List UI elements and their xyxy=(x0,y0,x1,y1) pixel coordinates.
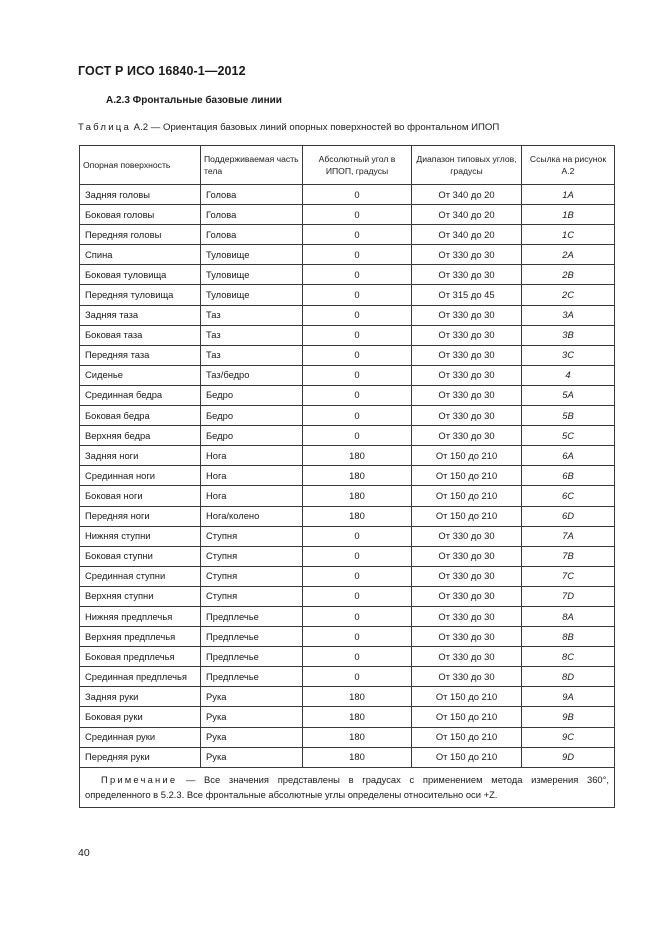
cell-figure-ref: 8A xyxy=(522,606,615,626)
cell-support-surface: Задняя таза xyxy=(80,305,201,325)
cell-support-surface: Боковая предплечья xyxy=(80,647,201,667)
orientation-table xyxy=(79,145,615,808)
table-row xyxy=(80,265,615,285)
cell-support-surface: Срединная ноги xyxy=(80,466,201,486)
cell-figure-ref: 7C xyxy=(522,566,615,586)
cell-body-part: Таз/бедро xyxy=(201,365,303,385)
table-row xyxy=(80,345,615,365)
table-row xyxy=(80,606,615,626)
table-header-row xyxy=(80,146,615,185)
cell-support-surface: Верхняя предплечья xyxy=(80,627,201,647)
header-absolute-angle: Абсолютный угол в ИПОП, градусы xyxy=(303,146,412,185)
cell-figure-ref: 7A xyxy=(522,526,615,546)
cell-body-part: Голова xyxy=(201,185,303,205)
table-row xyxy=(80,546,615,566)
cell-body-part: Предплечье xyxy=(201,627,303,647)
cell-support-surface: Сиденье xyxy=(80,365,201,385)
cell-figure-ref: 8D xyxy=(522,667,615,687)
cell-angle-range: От 330 до 30 xyxy=(412,365,522,385)
cell-figure-ref: 2A xyxy=(522,245,615,265)
cell-absolute-angle: 180 xyxy=(303,506,412,526)
cell-angle-range: От 340 до 20 xyxy=(412,185,522,205)
table-row xyxy=(80,446,615,466)
cell-body-part: Рука xyxy=(201,747,303,767)
cell-support-surface: Передняя головы xyxy=(80,225,201,245)
cell-absolute-angle: 0 xyxy=(303,566,412,586)
cell-body-part: Бедро xyxy=(201,385,303,405)
table-row xyxy=(80,747,615,767)
cell-support-surface: Срединная бедра xyxy=(80,385,201,405)
cell-support-surface: Нижняя ступни xyxy=(80,526,201,546)
cell-figure-ref: 4 xyxy=(522,365,615,385)
cell-angle-range: От 330 до 30 xyxy=(412,305,522,325)
cell-figure-ref: 6D xyxy=(522,506,615,526)
section-title: А.2.3 Фронтальные базовые линии xyxy=(106,95,282,106)
cell-support-surface: Верхняя ступни xyxy=(80,586,201,606)
table-row xyxy=(80,305,615,325)
cell-absolute-angle: 0 xyxy=(303,606,412,626)
cell-angle-range: От 330 до 30 xyxy=(412,325,522,345)
header-figure-ref: Ссылка на рисунок А.2 xyxy=(522,146,615,185)
table-row xyxy=(80,205,615,225)
cell-support-surface: Задняя руки xyxy=(80,687,201,707)
header-body-part: Поддерживаемая часть тела xyxy=(201,146,303,185)
cell-figure-ref: 3C xyxy=(522,345,615,365)
cell-figure-ref: 5B xyxy=(522,406,615,426)
cell-body-part: Нога xyxy=(201,466,303,486)
table-row xyxy=(80,727,615,747)
cell-support-surface: Нижняя предплечья xyxy=(80,606,201,626)
cell-body-part: Нога/колено xyxy=(201,506,303,526)
cell-absolute-angle: 0 xyxy=(303,426,412,446)
cell-absolute-angle: 0 xyxy=(303,225,412,245)
table-row xyxy=(80,325,615,345)
cell-body-part: Туловище xyxy=(201,285,303,305)
cell-support-surface: Передняя таза xyxy=(80,345,201,365)
cell-absolute-angle: 180 xyxy=(303,486,412,506)
cell-figure-ref: 2C xyxy=(522,285,615,305)
cell-body-part: Рука xyxy=(201,727,303,747)
cell-absolute-angle: 0 xyxy=(303,406,412,426)
cell-absolute-angle: 180 xyxy=(303,727,412,747)
table-body xyxy=(80,185,615,768)
cell-absolute-angle: 0 xyxy=(303,205,412,225)
cell-absolute-angle: 0 xyxy=(303,667,412,687)
cell-body-part: Голова xyxy=(201,205,303,225)
cell-support-surface: Боковая таза xyxy=(80,325,201,345)
cell-angle-range: От 330 до 30 xyxy=(412,245,522,265)
cell-figure-ref: 6B xyxy=(522,466,615,486)
cell-absolute-angle: 180 xyxy=(303,687,412,707)
header-support-surface: Опорная поверхность xyxy=(80,146,201,185)
table-row xyxy=(80,566,615,586)
cell-absolute-angle: 0 xyxy=(303,365,412,385)
cell-figure-ref: 5A xyxy=(522,385,615,405)
cell-angle-range: От 330 до 30 xyxy=(412,385,522,405)
cell-absolute-angle: 180 xyxy=(303,747,412,767)
cell-body-part: Таз xyxy=(201,325,303,345)
cell-support-surface: Передняя туловища xyxy=(80,285,201,305)
cell-absolute-angle: 0 xyxy=(303,526,412,546)
cell-support-surface: Боковая туловища xyxy=(80,265,201,285)
cell-absolute-angle: 0 xyxy=(303,586,412,606)
cell-absolute-angle: 0 xyxy=(303,185,412,205)
cell-absolute-angle: 0 xyxy=(303,245,412,265)
cell-absolute-angle: 0 xyxy=(303,285,412,305)
note-text: — Все значения представлены в градусах с применением метода измерения 360°, определенного в 5.2.3. Все фронтальные абсолютные углы определены относительно оси +Z. xyxy=(85,773,609,800)
cell-support-surface: Срединная ступни xyxy=(80,566,201,586)
header-angle-range: Диапазон типовых углов, градусы xyxy=(412,146,522,185)
table-caption-label: Таблица xyxy=(78,122,132,133)
cell-support-surface: Боковая ноги xyxy=(80,486,201,506)
table-row xyxy=(80,486,615,506)
cell-absolute-angle: 0 xyxy=(303,305,412,325)
cell-figure-ref: 1A xyxy=(522,185,615,205)
cell-body-part: Рука xyxy=(201,707,303,727)
cell-body-part: Таз xyxy=(201,305,303,325)
cell-support-surface: Срединная руки xyxy=(80,727,201,747)
table-row xyxy=(80,687,615,707)
cell-support-surface: Боковая руки xyxy=(80,707,201,727)
table-row xyxy=(80,285,615,305)
cell-support-surface: Задняя ноги xyxy=(80,446,201,466)
cell-figure-ref: 3A xyxy=(522,305,615,325)
table-note-row xyxy=(80,767,615,807)
cell-absolute-angle: 0 xyxy=(303,546,412,566)
table-row xyxy=(80,586,615,606)
cell-angle-range: От 150 до 210 xyxy=(412,446,522,466)
cell-support-surface: Передняя руки xyxy=(80,747,201,767)
cell-angle-range: От 330 до 30 xyxy=(412,265,522,285)
cell-angle-range: От 150 до 210 xyxy=(412,486,522,506)
cell-angle-range: От 330 до 30 xyxy=(412,647,522,667)
cell-figure-ref: 9A xyxy=(522,687,615,707)
cell-support-surface: Срединная предплечья xyxy=(80,667,201,687)
cell-figure-ref: 6C xyxy=(522,486,615,506)
cell-body-part: Предплечье xyxy=(201,606,303,626)
cell-figure-ref: 6A xyxy=(522,446,615,466)
cell-figure-ref: 7D xyxy=(522,586,615,606)
note-label: Примечание xyxy=(101,773,178,785)
cell-absolute-angle: 0 xyxy=(303,325,412,345)
cell-body-part: Туловище xyxy=(201,245,303,265)
cell-figure-ref: 5C xyxy=(522,426,615,446)
cell-support-surface: Боковая ступни xyxy=(80,546,201,566)
cell-body-part: Бедро xyxy=(201,426,303,446)
cell-angle-range: От 330 до 30 xyxy=(412,627,522,647)
table-row xyxy=(80,627,615,647)
table-row xyxy=(80,466,615,486)
cell-angle-range: От 150 до 210 xyxy=(412,466,522,486)
table-row xyxy=(80,185,615,205)
table-row xyxy=(80,667,615,687)
cell-figure-ref: 9B xyxy=(522,707,615,727)
cell-body-part: Предплечье xyxy=(201,667,303,687)
table-row xyxy=(80,707,615,727)
cell-angle-range: От 150 до 210 xyxy=(412,727,522,747)
cell-support-surface: Задняя головы xyxy=(80,185,201,205)
table-row xyxy=(80,506,615,526)
cell-angle-range: От 330 до 30 xyxy=(412,586,522,606)
cell-figure-ref: 1B xyxy=(522,205,615,225)
cell-support-surface: Верхняя бедра xyxy=(80,426,201,446)
cell-body-part: Голова xyxy=(201,225,303,245)
cell-angle-range: От 330 до 30 xyxy=(412,426,522,446)
cell-support-surface: Боковая бедра xyxy=(80,406,201,426)
cell-angle-range: От 150 до 210 xyxy=(412,747,522,767)
cell-angle-range: От 340 до 20 xyxy=(412,225,522,245)
table-row xyxy=(80,426,615,446)
cell-absolute-angle: 0 xyxy=(303,647,412,667)
cell-absolute-angle: 0 xyxy=(303,345,412,365)
cell-support-surface: Спина xyxy=(80,245,201,265)
table-row xyxy=(80,406,615,426)
cell-absolute-angle: 180 xyxy=(303,707,412,727)
cell-figure-ref: 7B xyxy=(522,546,615,566)
table-row xyxy=(80,385,615,405)
cell-figure-ref: 3B xyxy=(522,325,615,345)
cell-angle-range: От 330 до 30 xyxy=(412,606,522,626)
standard-header: ГОСТ Р ИСО 16840-1—2012 xyxy=(78,64,246,78)
cell-angle-range: От 150 до 210 xyxy=(412,687,522,707)
cell-angle-range: От 150 до 210 xyxy=(412,707,522,727)
cell-angle-range: От 340 до 20 xyxy=(412,205,522,225)
cell-angle-range: От 315 до 45 xyxy=(412,285,522,305)
cell-body-part: Таз xyxy=(201,345,303,365)
cell-body-part: Ступня xyxy=(201,566,303,586)
cell-figure-ref: 9D xyxy=(522,747,615,767)
cell-support-surface: Передняя ноги xyxy=(80,506,201,526)
cell-angle-range: От 330 до 30 xyxy=(412,526,522,546)
cell-angle-range: От 330 до 30 xyxy=(412,566,522,586)
cell-figure-ref: 9C xyxy=(522,727,615,747)
cell-body-part: Ступня xyxy=(201,586,303,606)
cell-absolute-angle: 0 xyxy=(303,385,412,405)
cell-body-part: Туловище xyxy=(201,265,303,285)
cell-absolute-angle: 180 xyxy=(303,466,412,486)
table-row xyxy=(80,245,615,265)
table-caption xyxy=(78,122,499,133)
cell-body-part: Предплечье xyxy=(201,647,303,667)
cell-body-part: Ступня xyxy=(201,526,303,546)
cell-angle-range: От 330 до 30 xyxy=(412,345,522,365)
cell-angle-range: От 330 до 30 xyxy=(412,667,522,687)
cell-absolute-angle: 0 xyxy=(303,627,412,647)
table-note xyxy=(80,767,615,807)
cell-angle-range: От 150 до 210 xyxy=(412,506,522,526)
cell-body-part: Нога xyxy=(201,446,303,466)
table-row xyxy=(80,365,615,385)
cell-angle-range: От 330 до 30 xyxy=(412,406,522,426)
cell-angle-range: От 330 до 30 xyxy=(412,546,522,566)
table-row xyxy=(80,225,615,245)
cell-absolute-angle: 0 xyxy=(303,265,412,285)
cell-body-part: Ступня xyxy=(201,546,303,566)
cell-figure-ref: 1C xyxy=(522,225,615,245)
cell-body-part: Рука xyxy=(201,687,303,707)
cell-support-surface: Боковая головы xyxy=(80,205,201,225)
cell-body-part: Нога xyxy=(201,486,303,506)
page-number: 40 xyxy=(78,847,90,859)
cell-figure-ref: 8B xyxy=(522,627,615,647)
table-row xyxy=(80,647,615,667)
cell-figure-ref: 2B xyxy=(522,265,615,285)
cell-body-part: Бедро xyxy=(201,406,303,426)
table-caption-text: А.2 — Ориентация базовых линий опорных поверхностей во фронтальном ИПОП xyxy=(131,122,500,133)
cell-figure-ref: 8C xyxy=(522,647,615,667)
table-row xyxy=(80,526,615,546)
cell-absolute-angle: 180 xyxy=(303,446,412,466)
